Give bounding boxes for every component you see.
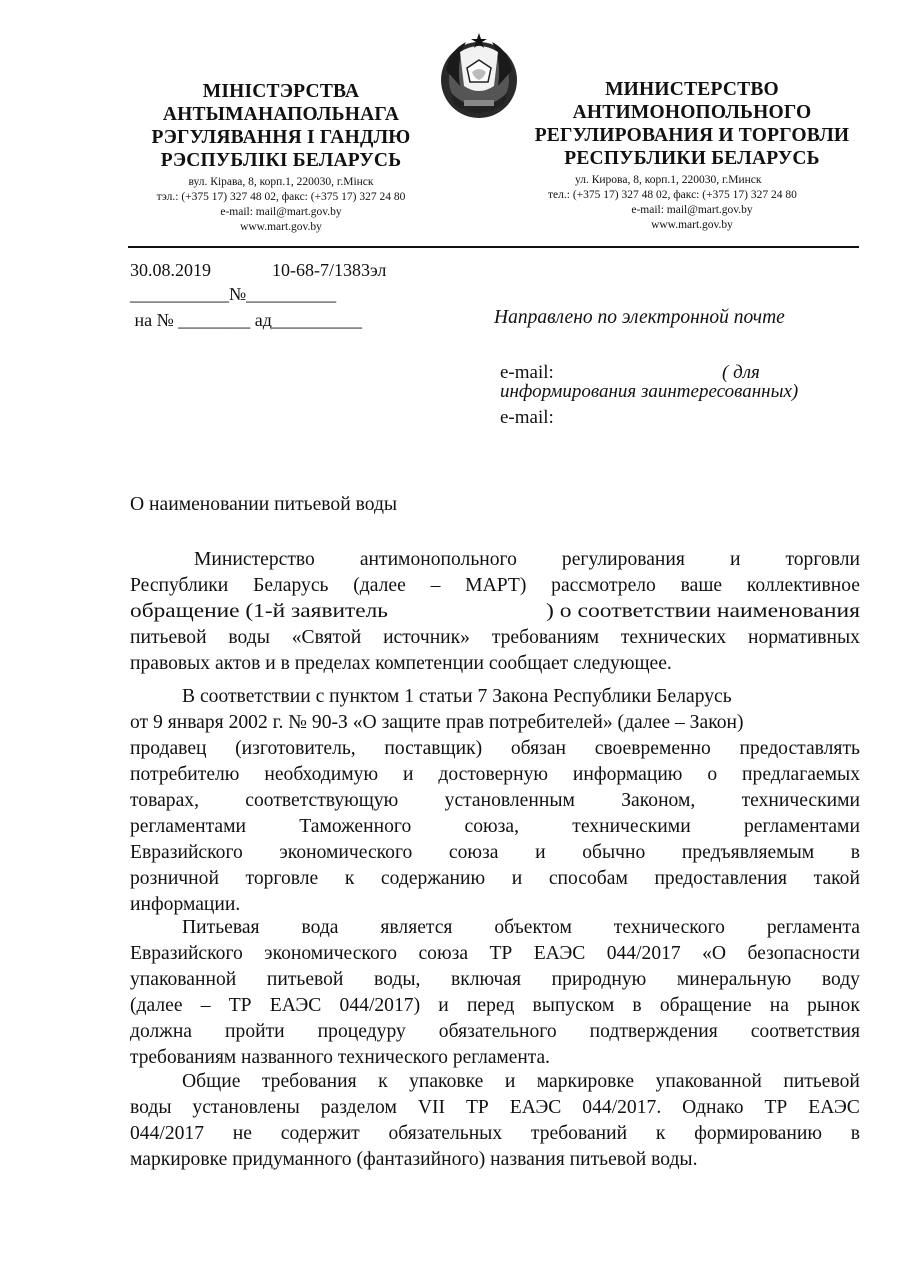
- body-word: ТР: [465, 1097, 489, 1118]
- body-word: источник»: [383, 627, 470, 648]
- body-word: содержит: [280, 1123, 360, 1144]
- body-word: в: [850, 842, 860, 863]
- body-word: минеральную: [676, 969, 792, 990]
- recipient-note-part-2: информирования заинтересованных): [500, 381, 799, 402]
- body-word: союза: [448, 842, 499, 863]
- body-word: союза: [418, 943, 469, 964]
- emblem-icon: [436, 30, 522, 122]
- body-word: и: [511, 868, 523, 889]
- body-text-segment: маркировке придуманного (фантазийного) названия питьевой воды.: [130, 1149, 698, 1170]
- document-date: 30.08.2019: [130, 260, 211, 280]
- body-word: и: [403, 764, 414, 785]
- body-word: включая: [451, 969, 522, 990]
- body-word: безопасности: [747, 943, 860, 964]
- body-line: [182, 685, 860, 709]
- body-word: на: [769, 995, 789, 1016]
- body-word: ТР: [489, 943, 513, 964]
- body-word: питьевой: [783, 1071, 860, 1092]
- body-word: разделом: [320, 1097, 397, 1118]
- body-word: не: [232, 1123, 252, 1144]
- body-word: к: [655, 1123, 666, 1144]
- body-word: коллективное: [746, 575, 860, 596]
- body-word: 044/2017.: [582, 1097, 662, 1118]
- body-word: в: [632, 995, 642, 1016]
- email-ru: e-mail: mail@mart.gov.by: [631, 204, 753, 216]
- ministry-name-be-line-3: РЭГУЛЯВАННЯ І ГАНДЛЮ: [151, 127, 411, 148]
- body-line: [130, 942, 860, 966]
- ministry-name-ru-line-4: РЕСПУБЛИКИ БЕЛАРУСЬ: [564, 148, 820, 169]
- body-word: технического: [613, 917, 725, 938]
- number-line: ___________№__________: [130, 284, 337, 304]
- body-word: природную: [551, 969, 647, 990]
- body-word: Министерство: [194, 549, 315, 570]
- body-word: к: [378, 1071, 388, 1092]
- subject-line: О наименовании питьевой воды: [130, 494, 398, 515]
- body-line: [130, 789, 860, 813]
- body-word: упаковке: [409, 1071, 484, 1092]
- body-word: в: [850, 1123, 860, 1144]
- body-word: требования: [261, 1071, 357, 1092]
- body-word: VII: [417, 1097, 446, 1118]
- body-word: воды,: [374, 969, 421, 990]
- body-word: –: [200, 995, 211, 1016]
- body-word: (далее: [353, 575, 406, 596]
- body-word: и: [729, 549, 741, 570]
- body-word: регламентами: [743, 816, 860, 837]
- body-line: [130, 574, 860, 598]
- website-ru: www.mart.gov.by: [651, 219, 733, 231]
- ministry-name-ru-line-2: АНТИМОНОПОЛЬНОГО: [572, 102, 812, 123]
- body-word: достоверную: [438, 764, 549, 785]
- coat-of-arms-emblem: [436, 30, 522, 122]
- body-word: обычно: [582, 842, 646, 863]
- recipient-email-2-label: e-mail:: [500, 407, 554, 428]
- body-word: установленным: [444, 790, 575, 811]
- body-line: [130, 1148, 860, 1172]
- body-word: торговли: [785, 549, 860, 570]
- recipient-note-part-1: ( для: [722, 362, 760, 383]
- body-word: обязательного: [438, 1021, 557, 1042]
- body-line: [130, 626, 860, 650]
- body-line: [130, 893, 860, 917]
- body-word: упакованной: [130, 969, 237, 990]
- body-word: вода: [301, 917, 339, 938]
- body-word: пройти: [225, 1021, 285, 1042]
- body-word: и: [504, 1071, 516, 1092]
- body-word: торговле: [245, 868, 319, 889]
- body-word: маркировке: [536, 1071, 635, 1092]
- body-word: антимонопольного: [359, 549, 517, 570]
- body-word: техническими: [741, 790, 860, 811]
- body-word: воды: [130, 1097, 172, 1118]
- reply-to-line: на № ________ ад__________: [130, 310, 362, 330]
- ministry-name-ru-line-3: РЕГУЛИРОВАНИЯ И ТОРГОВЛИ: [534, 125, 850, 146]
- body-word: (изготовитель,: [235, 738, 356, 759]
- body-word: регулирования: [561, 549, 685, 570]
- body-word: является: [380, 917, 453, 938]
- body-word: розничной: [130, 868, 219, 889]
- body-word: Законом,: [621, 790, 696, 811]
- body-word: предоставления: [654, 868, 788, 889]
- body-word: способам: [548, 868, 628, 889]
- body-word: содержанию: [380, 868, 486, 889]
- website-be: www.mart.gov.by: [240, 221, 322, 233]
- body-word: питьевой: [130, 627, 207, 648]
- body-word: предлагаемых: [742, 764, 860, 785]
- header-divider: [128, 246, 859, 248]
- body-word: нормативных: [747, 627, 860, 648]
- body-word: 044/2017: [130, 1123, 205, 1144]
- body-line: [130, 994, 860, 1018]
- body-word: технических: [620, 627, 727, 648]
- body-word: 044/2017: [606, 943, 681, 964]
- body-word: перед: [466, 995, 515, 1016]
- body-line: [130, 815, 860, 839]
- body-word: ЕАЭС: [509, 1097, 562, 1118]
- body-text-segment: обращение (1-й заявитель: [130, 601, 388, 622]
- body-word: союза,: [464, 816, 519, 837]
- body-word: питьевой: [266, 969, 344, 990]
- body-text-segment: требованиям названного технического регламента.: [130, 1047, 550, 1068]
- body-word: Питьевая: [182, 917, 260, 938]
- body-word: Евразийского: [130, 943, 243, 964]
- body-word: подтверждения: [589, 1021, 718, 1042]
- body-line: [130, 1122, 860, 1146]
- body-word: товарах,: [130, 790, 199, 811]
- body-word: «Святой: [291, 627, 362, 648]
- body-line: [182, 916, 860, 940]
- body-word: процедуру: [317, 1021, 406, 1042]
- body-word: продавец: [130, 738, 207, 759]
- body-word: ЕАЭС: [533, 943, 586, 964]
- body-word: потребителю: [130, 764, 240, 785]
- body-word: 044/2017): [339, 995, 421, 1016]
- body-word: экономического: [264, 943, 398, 964]
- body-word: о: [707, 764, 718, 785]
- body-line: [130, 1096, 860, 1120]
- body-word: регламента: [766, 917, 860, 938]
- body-line: [182, 1070, 860, 1094]
- body-word: предоставлять: [739, 738, 860, 759]
- body-word: такой: [813, 868, 860, 889]
- body-word: и: [438, 995, 449, 1016]
- body-word: своевременно: [594, 738, 711, 759]
- body-line: [130, 737, 860, 761]
- body-word: Общие: [182, 1071, 241, 1092]
- body-word: воды: [228, 627, 270, 648]
- body-text-segment: правовых актов и в пределах компетенции сообщает следующее.: [130, 653, 672, 674]
- body-word: рынок: [807, 995, 860, 1016]
- body-word: обращение: [659, 995, 752, 1016]
- ministry-name-be-line-4: РЭСПУБЛІКІ БЕЛАРУСЬ: [160, 150, 402, 171]
- body-word: требований: [530, 1123, 628, 1144]
- body-word: объектом: [494, 917, 572, 938]
- body-word: Республики: [130, 575, 229, 596]
- body-text-segment: информации.: [130, 894, 241, 915]
- recipient-email-1-label: e-mail:: [500, 362, 554, 383]
- address-ru: ул. Кирова, 8, корп.1, 220030, г.Минск: [575, 174, 762, 186]
- phone-be: тэл.: (+375 17) 327 48 02, факс: (+375 17) 327 24 80: [156, 191, 406, 203]
- body-word: экономического: [279, 842, 413, 863]
- body-text-segment: от 9 января 2002 г. № 90-З «О защите прав потребителей» (далее – Закон): [130, 712, 744, 733]
- body-word: и: [535, 842, 546, 863]
- body-text-segment: В соответствии с пунктом 1 статьи 7 Закона Республики Беларусь: [182, 686, 732, 707]
- body-line: [130, 841, 860, 865]
- body-word: (далее: [130, 995, 183, 1016]
- body-word: поставщик): [384, 738, 483, 759]
- ministry-name-ru-line-1: МИНИСТЕРСТВО: [605, 79, 779, 100]
- body-word: требованиям: [491, 627, 599, 648]
- body-word: «О: [702, 943, 727, 964]
- header-right-russian: [512, 78, 872, 233]
- body-word: воду: [821, 969, 860, 990]
- body-word: ЕАЭС: [269, 995, 322, 1016]
- body-word: МАРТ): [465, 575, 527, 596]
- phone-ru: тел.: (+375 17) 327 48 02, факс: (+375 17) 327 24 80: [548, 189, 797, 201]
- body-word: Таможенного: [299, 816, 412, 837]
- body-word: должна: [130, 1021, 193, 1042]
- body-line: [130, 968, 860, 992]
- body-word: –: [430, 575, 441, 596]
- address-be: вул. Кірава, 8, корп.1, 220030, г.Мінск: [188, 176, 374, 188]
- body-line: [130, 652, 860, 676]
- sent-by-email-note: Направлено по электронной почте: [494, 307, 785, 328]
- body-word: ТР: [764, 1097, 788, 1118]
- body-word: Беларусь: [253, 575, 329, 596]
- body-word: обязательных: [388, 1123, 503, 1144]
- body-word: ТР: [228, 995, 252, 1016]
- document-number: 10-68-7/1383эл: [272, 260, 387, 280]
- header-left-belarusian: [120, 80, 442, 235]
- body-line: [130, 867, 860, 891]
- body-word: к: [344, 868, 355, 889]
- body-line: [130, 1020, 860, 1044]
- body-word: соответствия: [750, 1021, 860, 1042]
- body-word: упакованной: [655, 1071, 762, 1092]
- body-word: ЕАЭС: [808, 1097, 860, 1118]
- body-line: [130, 1046, 860, 1070]
- body-word: техническими: [572, 816, 691, 837]
- body-word: информацию: [572, 764, 683, 785]
- body-word: выпуском: [532, 995, 615, 1016]
- body-word: соответствующую: [245, 790, 399, 811]
- body-line: [130, 711, 860, 735]
- body-line: [130, 763, 860, 787]
- body-word: обязан: [510, 738, 567, 759]
- ministry-name-be-line-1: МІНІСТЭРСТВА: [202, 81, 360, 102]
- body-word: регламентами: [130, 816, 246, 837]
- ministry-name-be-line-2: АНТЫМАНАПОЛЬНАГА: [162, 104, 400, 125]
- body-word: рассмотрело: [551, 575, 656, 596]
- body-word: формированию: [694, 1123, 822, 1144]
- body-text-segment: ) о соответствии наименования: [546, 601, 860, 622]
- body-line: [194, 548, 860, 572]
- body-word: Евразийского: [130, 842, 243, 863]
- body-word: ваше: [680, 575, 723, 596]
- body-word: Однако: [682, 1097, 744, 1118]
- email-be: e-mail: mail@mart.gov.by: [220, 206, 342, 218]
- body-word: предъявляемым: [681, 842, 815, 863]
- body-word: необходимую: [264, 764, 379, 785]
- body-word: установлены: [192, 1097, 300, 1118]
